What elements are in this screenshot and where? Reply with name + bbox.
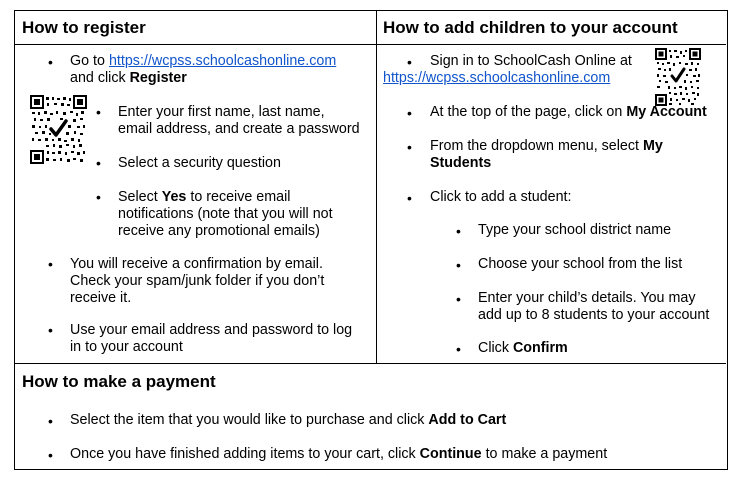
children-sub-2: Choose your school from the list <box>478 256 683 272</box>
register-link[interactable]: https://wcpss.schoolcashonline.com <box>108 53 337 69</box>
bullet: • <box>407 54 412 70</box>
register-step-1 <box>70 53 370 87</box>
register-sub-3 <box>118 189 373 240</box>
sub-bullet: • <box>456 291 461 307</box>
register-step-3-line1: Use your email address and password to log <box>70 322 353 338</box>
children-step-3-bold-2: Students <box>430 155 492 171</box>
sub-bullet: • <box>96 155 101 171</box>
header-divider-right <box>376 44 726 45</box>
register-step-2-line3: receive it. <box>70 290 132 306</box>
register-sub-1-line1: Enter your first name, last name, <box>118 104 325 120</box>
payment-step-1-prefix: Select the item that you would like to purchase and click <box>70 412 429 428</box>
bullet: • <box>48 54 53 70</box>
children-sub-3 <box>478 290 723 324</box>
row-divider <box>15 363 726 364</box>
children-sub-3-line2: add up to 8 students to your account <box>478 307 710 323</box>
children-step-2 <box>430 104 707 121</box>
qr-code-icon <box>655 48 701 106</box>
bullet: • <box>407 139 412 155</box>
payment-step-1 <box>70 412 506 429</box>
register-sub-3-line3: receive any promotional emails) <box>118 223 320 239</box>
bullet: • <box>407 190 412 206</box>
sub-bullet: • <box>456 341 461 357</box>
bullet: • <box>48 322 53 338</box>
children-step-3 <box>430 138 720 172</box>
register-step-2 <box>70 256 372 307</box>
children-step-2-bold: My Account <box>626 104 707 120</box>
register-step-2-line1: You will receive a confirmation by email. <box>70 256 323 272</box>
payment-heading: How to make a payment <box>22 372 216 391</box>
children-heading: How to add children to your account <box>383 18 678 37</box>
children-sub-3-line1: Enter your child’s details. You may <box>478 290 696 306</box>
children-sub-4-prefix: Click <box>478 340 513 356</box>
children-step-1: Sign in to SchoolCash Online at <box>430 53 632 69</box>
sub-bullet: • <box>96 189 101 205</box>
bullet: • <box>48 256 53 272</box>
register-step-1-prefix: Go to <box>70 53 109 69</box>
register-sub-3-suffix: to receive email <box>186 189 291 205</box>
payment-step-2-suffix: to make a payment <box>481 446 608 462</box>
payment-step-1-bold: Add to Cart <box>428 412 507 428</box>
children-link[interactable]: https://wcpss.schoolcashonline.com <box>383 70 611 86</box>
register-sub-1-line2: email address, and create a password <box>118 121 360 137</box>
register-step-3 <box>70 322 372 356</box>
register-sub-2: Select a security question <box>118 155 281 171</box>
payment-step-2 <box>70 446 607 463</box>
register-step-1-mid: and click <box>70 70 130 86</box>
register-step-1-bold: Register <box>129 70 187 86</box>
children-sub-4-bold: Confirm <box>512 340 568 356</box>
header-divider <box>15 44 376 45</box>
register-step-3-line2: in to your account <box>70 339 183 355</box>
register-sub-3-bold: Yes <box>161 189 187 205</box>
sub-bullet: • <box>456 223 461 239</box>
column-divider <box>376 11 377 364</box>
children-step-2-prefix: At the top of the page, click on <box>430 104 627 120</box>
payment-step-2-bold: Continue <box>419 446 482 462</box>
bullet: • <box>48 447 53 463</box>
register-step-2-line2: Check your spam/junk folder if you don’t <box>70 273 325 289</box>
bullet: • <box>407 105 412 121</box>
register-sub-1 <box>118 104 373 138</box>
register-sub-3-prefix: Select <box>118 189 162 205</box>
children-sub-4 <box>478 340 568 357</box>
register-heading: How to register <box>22 18 146 37</box>
payment-step-2-prefix: Once you have finished adding items to your cart, click <box>70 446 420 462</box>
children-sub-1: Type your school district name <box>478 222 672 238</box>
register-sub-3-line2: notifications (note that you will not <box>118 206 333 222</box>
children-step-3-bold: My <box>642 138 663 154</box>
sub-bullet: • <box>96 104 101 120</box>
qr-code-icon <box>30 95 87 165</box>
bullet: • <box>48 413 53 429</box>
sub-bullet: • <box>456 257 461 273</box>
children-step-4: Click to add a student: <box>430 189 572 205</box>
children-step-3-prefix: From the dropdown menu, select <box>430 138 643 154</box>
